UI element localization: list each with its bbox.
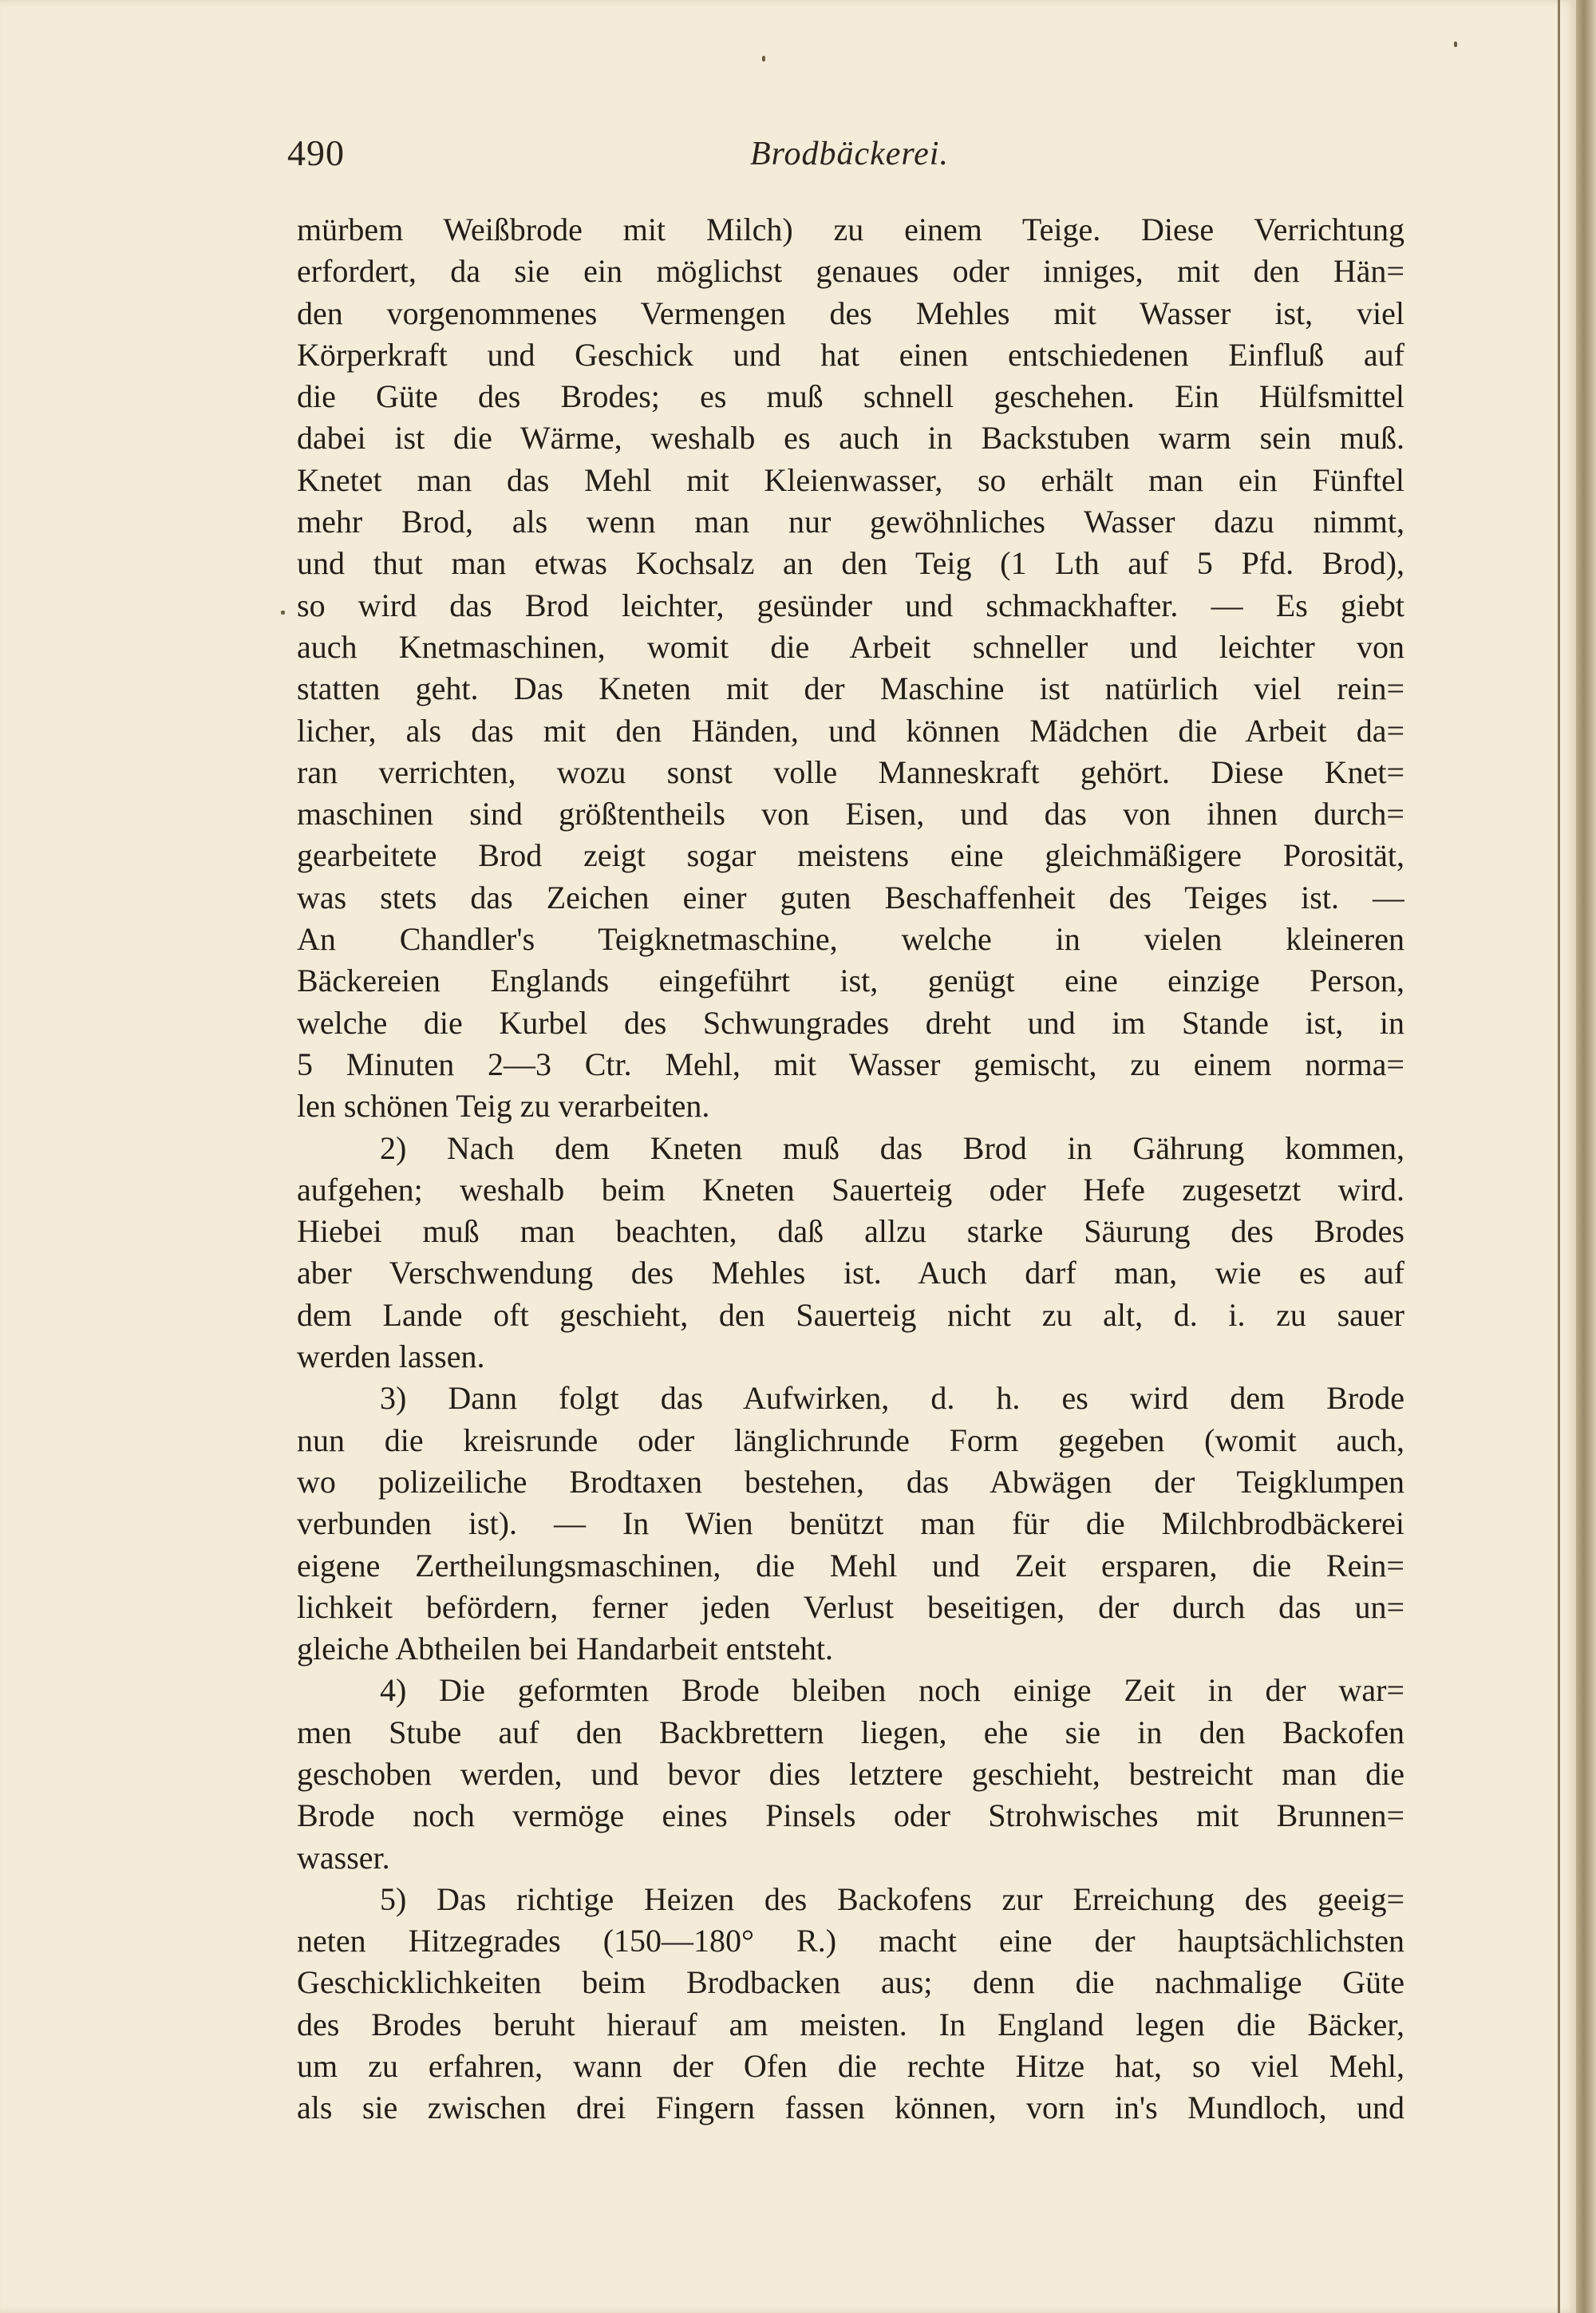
text-line: gearbeitete Brod zeigt sogar meistens eine gleichmäßigere Porosität,: [297, 837, 1404, 874]
text-line: die Güte des Brodes; es muß schnell geschehen. Ein Hülfsmittel: [297, 378, 1404, 415]
text-line: werden lassen.: [297, 1338, 485, 1375]
text-line: Geschicklichkeiten beim Brodbacken aus; denn die nachmalige Güte: [297, 1964, 1404, 2001]
text-line: 5) Das richtige Heizen des Backofens zur Erreichung des geeig=: [380, 1880, 1404, 1917]
text-line: dabei ist die Wärme, weshalb es auch in Backstuben warm sein muß.: [297, 420, 1404, 457]
text-line: verbunden ist). — In Wien benützt man für die Milchbrodbäckerei: [297, 1505, 1404, 1542]
text-line: als sie zwischen drei Fingern fassen können, vorn in's Mundloch, und: [297, 2090, 1404, 2126]
text-line: Brode noch vermöge eines Pinsels oder Strohwisches mit Brunnen=: [297, 1797, 1404, 1834]
body-text: [297, 209, 1404, 2129]
text-line: den vorgenommenes Vermengen des Mehles mit Wasser ist, viel: [297, 295, 1404, 331]
page-edge: [1576, 0, 1596, 2313]
text-line: Hiebei muß man beachten, daß allzu starke Säurung des Brodes: [297, 1213, 1404, 1250]
text-line: wasser.: [297, 1839, 390, 1876]
page-number: 490: [287, 132, 345, 173]
text-line: ran verrichten, wozu sonst volle Manneskraft gehört. Diese Knet=: [297, 753, 1404, 790]
text-line: aufgehen; weshalb beim Kneten Sauerteig oder Hefe zugesetzt wird.: [297, 1171, 1404, 1208]
text-line: maschinen sind größtentheils von Eisen, und das von ihnen durch=: [297, 796, 1404, 832]
text-line: wo polizeiliche Brodtaxen bestehen, das Abwägen der Teigklumpen: [297, 1463, 1404, 1500]
text-line: mehr Brod, als wenn man nur gewöhnliches Wasser dazu nimmt,: [297, 504, 1404, 540]
text-line: lichkeit befördern, ferner jeden Verlust beseitigen, der durch das un=: [297, 1588, 1404, 1625]
paper-speck: [1454, 42, 1457, 47]
text-line: neten Hitzegrades (150—180° R.) macht eine der hauptsächlichsten: [297, 1923, 1404, 1959]
text-line: len schönen Teig zu verarbeiten.: [297, 1088, 710, 1125]
text-line: statten geht. Das Kneten mit der Maschine ist natürlich viel rein=: [297, 670, 1404, 707]
text-line: mürbem Weißbrode mit Milch) zu einem Teige. Diese Verrichtung: [297, 212, 1404, 247]
paper-speck: [762, 56, 765, 61]
text-line: An Chandler's Teigknetmaschine, welche in vielen kleineren: [297, 921, 1404, 958]
paper-speck: [281, 611, 285, 615]
text-line: erfordert, da sie ein möglichst genaues oder inniges, mit den Hän=: [297, 253, 1404, 290]
text-line: men Stube auf den Backbrettern liegen, ehe sie in den Backofen: [297, 1714, 1404, 1750]
text-line: eigene Zertheilungsmaschinen, die Mehl und Zeit ersparen, die Rein=: [297, 1547, 1404, 1584]
page-header: [287, 132, 1404, 180]
text-line: was stets das Zeichen einer guten Beschaffenheit des Teiges ist. —: [297, 879, 1404, 915]
text-line: gleiche Abtheilen bei Handarbeit entsteht.: [297, 1631, 833, 1667]
text-line: des Brodes beruht hierauf am meisten. In England legen die Bäcker,: [297, 2006, 1404, 2042]
text-line: dem Lande oft geschieht, den Sauerteig nicht zu alt, d. i. zu sauer: [297, 1296, 1404, 1333]
text-line: auch Knetmaschinen, womit die Arbeit schneller und leichter von: [297, 628, 1404, 665]
text-line: und thut man etwas Kochsalz an den Teig (1 Lth auf 5 Pfd. Brod),: [297, 545, 1404, 582]
text-line: Knetet man das Mehl mit Kleienwasser, so erhält man ein Fünftel: [297, 461, 1404, 498]
text-line: so wird das Brod leichter, gesünder und schmackhafter. — Es giebt: [297, 587, 1404, 623]
text-line: nun die kreisrunde oder länglichrunde Form gegeben (womit auch,: [297, 1421, 1404, 1458]
text-line: 3) Dann folgt das Aufwirken, d. h. es wird dem Brode: [380, 1380, 1404, 1417]
text-line: Körperkraft und Geschick und hat einen entschiedenen Einfluß auf: [297, 336, 1404, 373]
page-edge-line: [1558, 0, 1560, 2313]
text-line: geschoben werden, und bevor dies letztere geschieht, bestreicht man die: [297, 1755, 1404, 1792]
text-line: 2) Nach dem Kneten muß das Brod in Gährung kommen,: [380, 1129, 1404, 1166]
text-line: Bäckereien Englands eingeführt ist, genügt eine einzige Person,: [297, 963, 1404, 999]
text-line: welche die Kurbel des Schwungrades dreht und im Stande ist, in: [297, 1004, 1404, 1041]
text-line: aber Verschwendung des Mehles ist. Auch darf man, wie es auf: [297, 1255, 1404, 1291]
text-line: 4) Die geformten Brode bleiben noch einige Zeit in der war=: [380, 1672, 1404, 1709]
running-head: Brodbäckerei.: [750, 136, 949, 172]
text-line: licher, als das mit den Händen, und können Mädchen die Arbeit da=: [297, 712, 1404, 749]
text-line: um zu erfahren, wann der Ofen die rechte Hitze hat, so viel Mehl,: [297, 2048, 1404, 2085]
text-line: 5 Minuten 2—3 Ctr. Mehl, mit Wasser gemischt, zu einem norma=: [297, 1046, 1404, 1082]
